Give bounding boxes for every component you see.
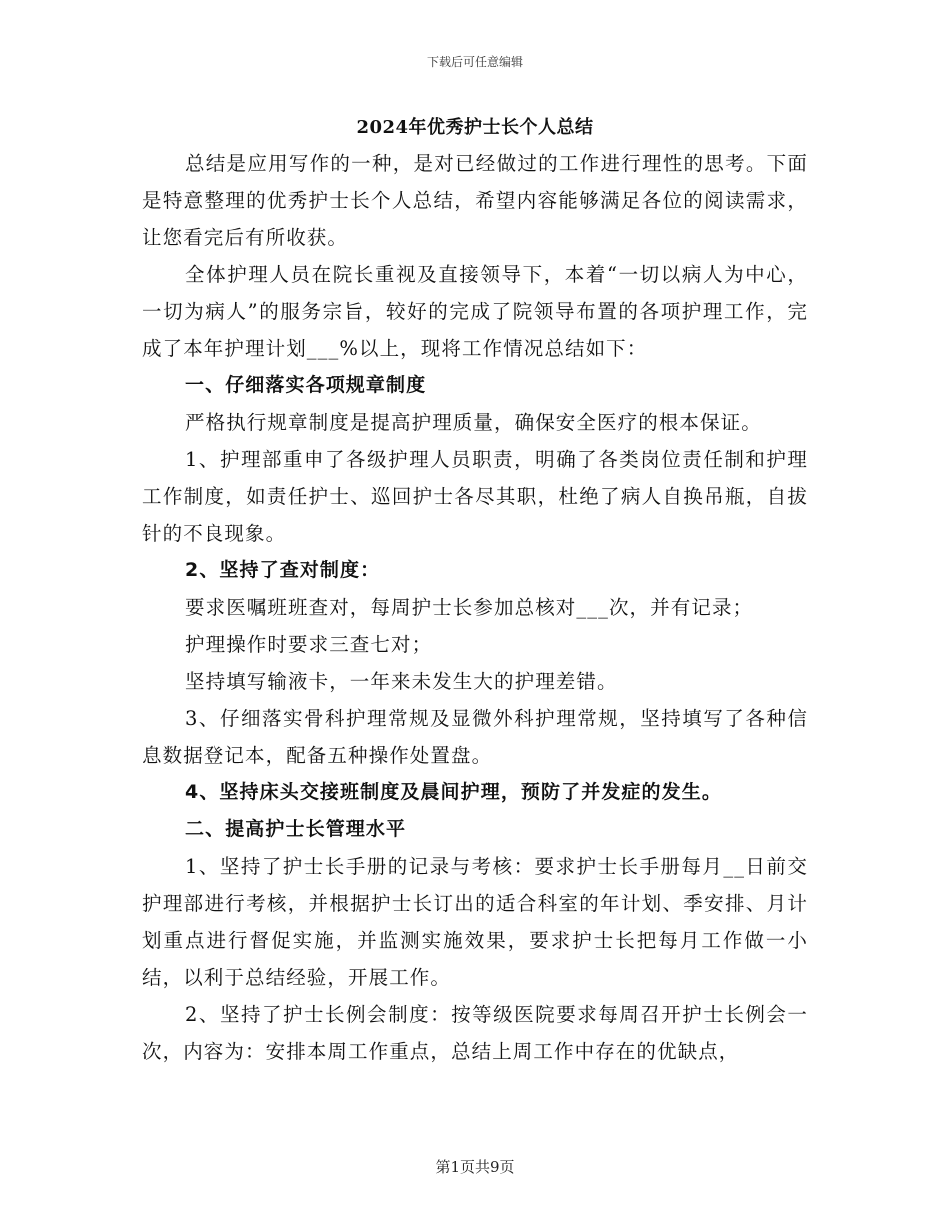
page-header: 下载后可任意编辑 bbox=[426, 55, 523, 69]
paragraph-intro: 总结是应用写作的一种，是对已经做过的工作进行理性的思考。下面是特意整理的优秀护士长个人总结，希望内容能够满足各位的阅读需求，让您看完后有所收获。 bbox=[142, 152, 808, 249]
page-footer: 第1页共9页 bbox=[435, 1158, 515, 1176]
document-title: 2024年优秀护士长个人总结 bbox=[356, 117, 594, 138]
paragraph: 要求医嘱班班查对，每周护士长参加总核对___次，并有记录； bbox=[185, 596, 754, 619]
paragraph: 1、护理部重申了各级护理人员职责，明确了各类岗位责任制和护理工作制度，如责任护士、巡回护士各尽其职，杜绝了病人自换吊瓶，自拔针的不良现象。 bbox=[142, 448, 808, 545]
section-heading-2: 二、提高护士长管理水平 bbox=[185, 818, 407, 840]
paragraph: 3、仔细落实骨科护理常规及显微外科护理常规，坚持填写了各种信息数据登记本，配备五种操作处置盘。 bbox=[142, 707, 808, 767]
section-heading-1: 一、仔细落实各项规章制度 bbox=[185, 374, 427, 396]
document-body bbox=[142, 145, 808, 1070]
subsection-heading: 4、坚持床头交接班制度及晨间护理，预防了并发症的发生。 bbox=[185, 781, 722, 803]
paragraph: 严格执行规章制度是提高护理质量，确保安全医疗的根本保证。 bbox=[185, 411, 762, 434]
paragraph: 1、坚持了护士长手册的记录与考核：要求护士长手册每月__日前交护理部进行考核，并根据护士长订出的适合科室的年计划、季安排、月计划重点进行督促实施，并监测实施效果，要求护士长把每月工作做一小结，以利于总结经验，开展工作。 bbox=[142, 855, 808, 989]
subsection-heading: 2、坚持了查对制度： bbox=[185, 559, 381, 581]
paragraph: 坚持填写输液卡，一年来未发生大的护理差错。 bbox=[185, 670, 618, 693]
paragraph-overview: 全体护理人员在院长重视及直接领导下，本着“一切以病人为中心，一切为病人”的服务宗旨，较好的完成了院领导布置的各项护理工作，完成了本年护理计划___%以上，现将工作情况总结如下： bbox=[142, 263, 808, 360]
paragraph: 2、坚持了护士长例会制度：按等级医院要求每周召开护士长例会一次，内容为：安排本周工作重点，总结上周工作中存在的优缺点， bbox=[142, 1003, 808, 1063]
paragraph: 护理操作时要求三查七对； bbox=[185, 633, 433, 656]
